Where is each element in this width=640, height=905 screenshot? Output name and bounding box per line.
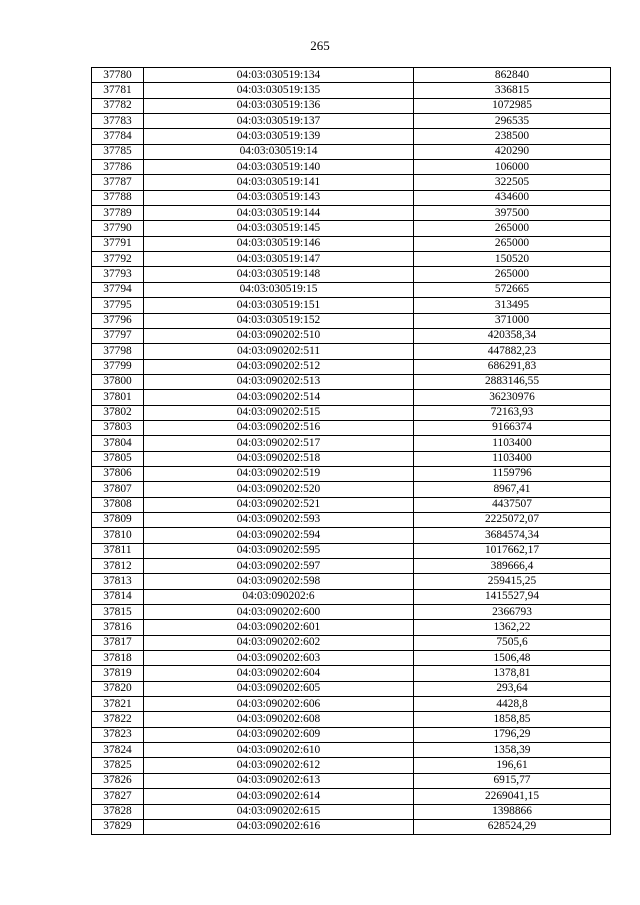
table-row <box>92 543 611 558</box>
cadastral-number-cell: 04:03:090202:517 <box>144 436 414 451</box>
row-number-cell: 37823 <box>92 727 144 742</box>
row-number-cell: 37791 <box>92 236 144 251</box>
value-cell: 447882,23 <box>414 344 611 359</box>
row-number-cell: 37807 <box>92 482 144 497</box>
table-row <box>92 221 611 236</box>
row-number-cell: 37797 <box>92 328 144 343</box>
table-row <box>92 390 611 405</box>
table-row <box>92 819 611 834</box>
value-cell: 196,61 <box>414 758 611 773</box>
row-number-cell: 37794 <box>92 282 144 297</box>
row-number-cell: 37812 <box>92 559 144 574</box>
cadastral-number-cell: 04:03:090202:613 <box>144 773 414 788</box>
table-row <box>92 681 611 696</box>
row-number-cell: 37828 <box>92 804 144 819</box>
cadastral-number-cell: 04:03:030519:148 <box>144 267 414 282</box>
value-cell: 1358,39 <box>414 743 611 758</box>
cadastral-number-cell: 04:03:090202:521 <box>144 497 414 512</box>
row-number-cell: 37796 <box>92 313 144 328</box>
value-cell: 296535 <box>414 114 611 129</box>
table-row <box>92 206 611 221</box>
row-number-cell: 37824 <box>92 743 144 758</box>
value-cell: 9166374 <box>414 420 611 435</box>
value-cell: 1017662,17 <box>414 543 611 558</box>
value-cell: 420290 <box>414 144 611 159</box>
cadastral-number-cell: 04:03:030519:14 <box>144 144 414 159</box>
cadastral-number-cell: 04:03:030519:140 <box>144 160 414 175</box>
table-row <box>92 68 611 83</box>
row-number-cell: 37787 <box>92 175 144 190</box>
row-number-cell: 37795 <box>92 298 144 313</box>
row-number-cell: 37821 <box>92 697 144 712</box>
cadastral-number-cell: 04:03:090202:600 <box>144 605 414 620</box>
table-row <box>92 712 611 727</box>
cadastral-number-cell: 04:03:090202:603 <box>144 651 414 666</box>
value-cell: 313495 <box>414 298 611 313</box>
value-cell: 628524,29 <box>414 819 611 834</box>
row-number-cell: 37784 <box>92 129 144 144</box>
value-cell: 1796,29 <box>414 727 611 742</box>
table-row <box>92 697 611 712</box>
row-number-cell: 37815 <box>92 605 144 620</box>
cadastral-number-cell: 04:03:030519:143 <box>144 190 414 205</box>
value-cell: 1159796 <box>414 466 611 481</box>
table-row <box>92 114 611 129</box>
value-cell: 862840 <box>414 68 611 83</box>
table-row <box>92 267 611 282</box>
cadastral-number-cell: 04:03:090202:519 <box>144 466 414 481</box>
row-number-cell: 37790 <box>92 221 144 236</box>
table-row <box>92 236 611 251</box>
table-row <box>92 298 611 313</box>
row-number-cell: 37798 <box>92 344 144 359</box>
row-number-cell: 37804 <box>92 436 144 451</box>
cadastral-number-cell: 04:03:090202:511 <box>144 344 414 359</box>
table-row <box>92 313 611 328</box>
cadastral-number-cell: 04:03:090202:608 <box>144 712 414 727</box>
row-number-cell: 37811 <box>92 543 144 558</box>
table-row <box>92 758 611 773</box>
row-number-cell: 37808 <box>92 497 144 512</box>
cadastral-number-cell: 04:03:030519:15 <box>144 282 414 297</box>
row-number-cell: 37816 <box>92 620 144 635</box>
row-number-cell: 37805 <box>92 451 144 466</box>
row-number-cell: 37829 <box>92 819 144 834</box>
row-number-cell: 37825 <box>92 758 144 773</box>
value-cell: 397500 <box>414 206 611 221</box>
row-number-cell: 37781 <box>92 83 144 98</box>
value-cell: 389666,4 <box>414 559 611 574</box>
value-cell: 434600 <box>414 190 611 205</box>
row-number-cell: 37802 <box>92 405 144 420</box>
value-cell: 1362,22 <box>414 620 611 635</box>
row-number-cell: 37792 <box>92 252 144 267</box>
row-number-cell: 37820 <box>92 681 144 696</box>
row-number-cell: 37809 <box>92 512 144 527</box>
table-row <box>92 405 611 420</box>
table-row <box>92 512 611 527</box>
cadastral-number-cell: 04:03:090202:605 <box>144 681 414 696</box>
row-number-cell: 37803 <box>92 420 144 435</box>
cadastral-number-cell: 04:03:090202:514 <box>144 390 414 405</box>
row-number-cell: 37810 <box>92 528 144 543</box>
value-cell: 322505 <box>414 175 611 190</box>
cadastral-number-cell: 04:03:030519:136 <box>144 98 414 113</box>
table-row <box>92 436 611 451</box>
row-number-cell: 37826 <box>92 773 144 788</box>
value-cell: 2883146,55 <box>414 374 611 389</box>
cadastral-number-cell: 04:03:030519:147 <box>144 252 414 267</box>
cadastral-number-cell: 04:03:090202:512 <box>144 359 414 374</box>
row-number-cell: 37801 <box>92 390 144 405</box>
table-row <box>92 574 611 589</box>
cadastral-number-cell: 04:03:030519:152 <box>144 313 414 328</box>
value-cell: 336815 <box>414 83 611 98</box>
cadastral-number-cell: 04:03:090202:609 <box>144 727 414 742</box>
value-cell: 420358,34 <box>414 328 611 343</box>
row-number-cell: 37786 <box>92 160 144 175</box>
table-row <box>92 743 611 758</box>
value-cell: 265000 <box>414 267 611 282</box>
table-row <box>92 160 611 175</box>
row-number-cell: 37814 <box>92 589 144 604</box>
row-number-cell: 37819 <box>92 666 144 681</box>
value-cell: 2225072,07 <box>414 512 611 527</box>
value-cell: 1415527,94 <box>414 589 611 604</box>
table-row <box>92 605 611 620</box>
page-number: 265 <box>310 38 330 53</box>
table-row <box>92 497 611 512</box>
row-number-cell: 37793 <box>92 267 144 282</box>
value-cell: 106000 <box>414 160 611 175</box>
value-cell: 7505,6 <box>414 635 611 650</box>
value-cell: 8967,41 <box>414 482 611 497</box>
cadastral-number-cell: 04:03:090202:515 <box>144 405 414 420</box>
value-cell: 1858,85 <box>414 712 611 727</box>
cadastral-number-cell: 04:03:090202:616 <box>144 819 414 834</box>
value-cell: 6915,77 <box>414 773 611 788</box>
value-cell: 3684574,34 <box>414 528 611 543</box>
table-row <box>92 466 611 481</box>
table-row <box>92 451 611 466</box>
value-cell: 572665 <box>414 282 611 297</box>
cadastral-number-cell: 04:03:090202:595 <box>144 543 414 558</box>
cadastral-number-cell: 04:03:090202:520 <box>144 482 414 497</box>
cadastral-number-cell: 04:03:090202:518 <box>144 451 414 466</box>
cadastral-number-cell: 04:03:090202:516 <box>144 420 414 435</box>
row-number-cell: 37827 <box>92 789 144 804</box>
table-row <box>92 344 611 359</box>
value-cell: 293,64 <box>414 681 611 696</box>
row-number-cell: 37822 <box>92 712 144 727</box>
value-cell: 1103400 <box>414 436 611 451</box>
row-number-cell: 37799 <box>92 359 144 374</box>
value-cell: 238500 <box>414 129 611 144</box>
value-cell: 265000 <box>414 236 611 251</box>
cadastral-number-cell: 04:03:030519:135 <box>144 83 414 98</box>
table-row <box>92 559 611 574</box>
table-row <box>92 482 611 497</box>
table-row <box>92 282 611 297</box>
table-row <box>92 144 611 159</box>
row-number-cell: 37813 <box>92 574 144 589</box>
table-row <box>92 83 611 98</box>
value-cell: 2366793 <box>414 605 611 620</box>
value-cell: 1103400 <box>414 451 611 466</box>
cadastral-number-cell: 04:03:030519:151 <box>144 298 414 313</box>
cadastral-number-cell: 04:03:090202:510 <box>144 328 414 343</box>
cadastral-number-cell: 04:03:030519:144 <box>144 206 414 221</box>
value-cell: 72163,93 <box>414 405 611 420</box>
cadastral-number-cell: 04:03:090202:601 <box>144 620 414 635</box>
row-number-cell: 37785 <box>92 144 144 159</box>
table-row <box>92 359 611 374</box>
table-row <box>92 420 611 435</box>
row-number-cell: 37818 <box>92 651 144 666</box>
value-cell: 1072985 <box>414 98 611 113</box>
table-body <box>92 68 611 835</box>
cadastral-value-table <box>91 67 611 835</box>
cadastral-number-cell: 04:03:090202:597 <box>144 559 414 574</box>
cadastral-number-cell: 04:03:030519:134 <box>144 68 414 83</box>
cadastral-number-cell: 04:03:090202:610 <box>144 743 414 758</box>
row-number-cell: 37782 <box>92 98 144 113</box>
value-cell: 4428,8 <box>414 697 611 712</box>
cadastral-number-cell: 04:03:090202:593 <box>144 512 414 527</box>
cadastral-number-cell: 04:03:090202:602 <box>144 635 414 650</box>
table-row <box>92 620 611 635</box>
value-cell: 265000 <box>414 221 611 236</box>
value-cell: 4437507 <box>414 497 611 512</box>
value-cell: 2269041,15 <box>414 789 611 804</box>
row-number-cell: 37789 <box>92 206 144 221</box>
value-cell: 1378,81 <box>414 666 611 681</box>
table-row <box>92 374 611 389</box>
cadastral-number-cell: 04:03:090202:594 <box>144 528 414 543</box>
table-row <box>92 804 611 819</box>
cadastral-number-cell: 04:03:090202:615 <box>144 804 414 819</box>
row-number-cell: 37817 <box>92 635 144 650</box>
row-number-cell: 37783 <box>92 114 144 129</box>
cadastral-number-cell: 04:03:090202:604 <box>144 666 414 681</box>
cadastral-number-cell: 04:03:030519:141 <box>144 175 414 190</box>
table-row <box>92 328 611 343</box>
value-cell: 259415,25 <box>414 574 611 589</box>
cadastral-number-cell: 04:03:090202:606 <box>144 697 414 712</box>
table-row <box>92 773 611 788</box>
table-row <box>92 175 611 190</box>
value-cell: 371000 <box>414 313 611 328</box>
table-row <box>92 129 611 144</box>
table-row <box>92 589 611 604</box>
row-number-cell: 37780 <box>92 68 144 83</box>
row-number-cell: 37788 <box>92 190 144 205</box>
table-row <box>92 190 611 205</box>
cadastral-number-cell: 04:03:090202:614 <box>144 789 414 804</box>
cadastral-number-cell: 04:03:030519:146 <box>144 236 414 251</box>
cadastral-number-cell: 04:03:030519:145 <box>144 221 414 236</box>
table-row <box>92 252 611 267</box>
table-row <box>92 651 611 666</box>
value-cell: 1398866 <box>414 804 611 819</box>
table-row <box>92 789 611 804</box>
cadastral-number-cell: 04:03:030519:137 <box>144 114 414 129</box>
cadastral-number-cell: 04:03:090202:513 <box>144 374 414 389</box>
row-number-cell: 37800 <box>92 374 144 389</box>
cadastral-number-cell: 04:03:030519:139 <box>144 129 414 144</box>
value-cell: 1506,48 <box>414 651 611 666</box>
cadastral-number-cell: 04:03:090202:598 <box>144 574 414 589</box>
table-row <box>92 528 611 543</box>
value-cell: 36230976 <box>414 390 611 405</box>
table-row <box>92 727 611 742</box>
table-row <box>92 666 611 681</box>
table-row <box>92 98 611 113</box>
value-cell: 686291,83 <box>414 359 611 374</box>
row-number-cell: 37806 <box>92 466 144 481</box>
value-cell: 150520 <box>414 252 611 267</box>
table-row <box>92 635 611 650</box>
cadastral-number-cell: 04:03:090202:6 <box>144 589 414 604</box>
cadastral-number-cell: 04:03:090202:612 <box>144 758 414 773</box>
